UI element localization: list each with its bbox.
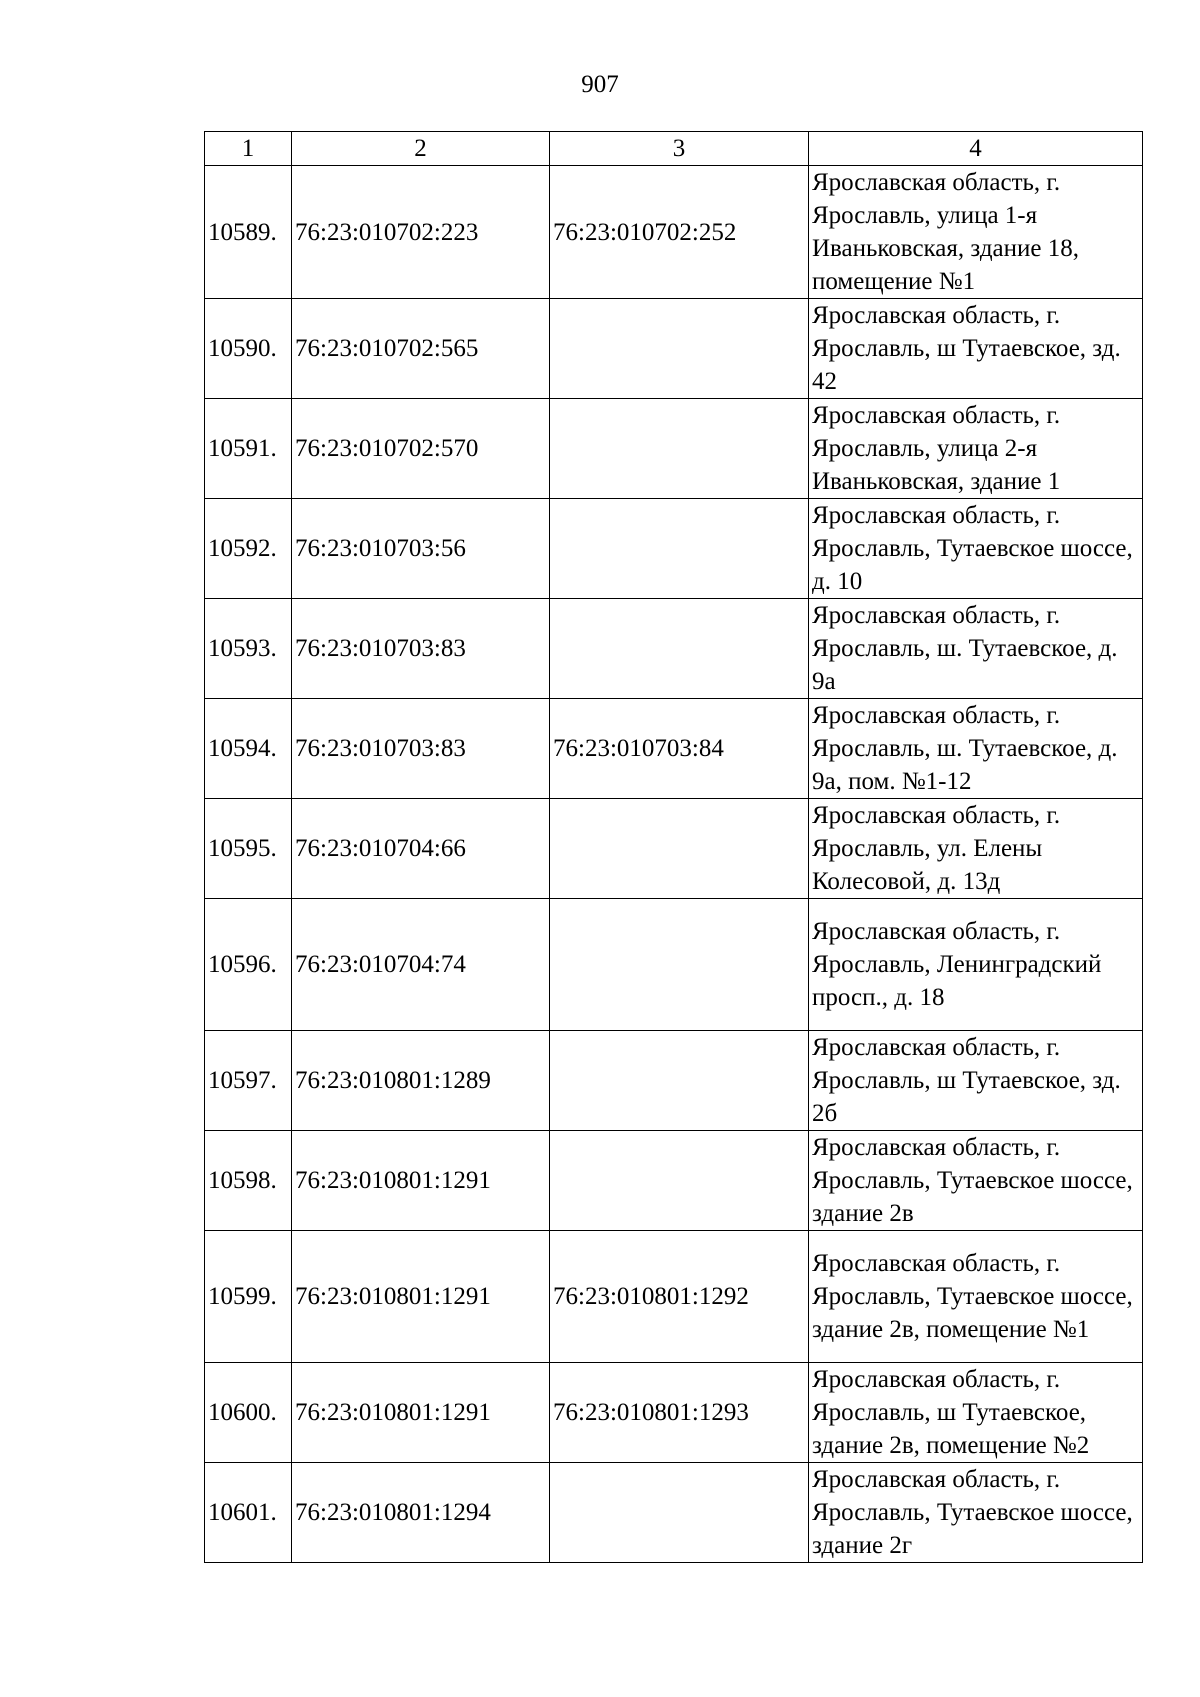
registry-table-body (205, 132, 1143, 1563)
table-row (205, 899, 1143, 1031)
registry-table (204, 131, 1143, 1563)
row-number-cell: 10600. (205, 1363, 292, 1463)
premises-number-cell (550, 799, 809, 899)
row-number-cell: 10595. (205, 799, 292, 899)
table-row (205, 1231, 1143, 1363)
page-number: 907 (581, 71, 619, 98)
row-number-cell: 10591. (205, 399, 292, 499)
row-number-cell: 10601. (205, 1463, 292, 1563)
premises-number-cell: 76:23:010801:1293 (550, 1363, 809, 1463)
cadastral-number-cell: 76:23:010801:1291 (292, 1131, 550, 1231)
table-row (205, 166, 1143, 299)
row-number-cell: 10597. (205, 1031, 292, 1131)
table-row (205, 799, 1143, 899)
premises-number-cell: 76:23:010801:1292 (550, 1231, 809, 1363)
row-number-cell: 10596. (205, 899, 292, 1031)
address-cell: Ярославская область, г. Ярославль, Тутаевское шоссе, здание 2г (809, 1463, 1143, 1563)
premises-number-cell (550, 1463, 809, 1563)
address-cell: Ярославская область, г. Ярославль, улица 2-я Иваньковская, здание 1 (809, 399, 1143, 499)
address-cell: Ярославская область, г. Ярославль, Ленинградский просп., д. 18 (809, 899, 1143, 1031)
address-cell: Ярославская область, г. Ярославль, ул. Елены Колесовой, д. 13д (809, 799, 1143, 899)
address-cell: Ярославская область, г. Ярославль, ш. Тутаевское, д. 9а, пом. №1-12 (809, 699, 1143, 799)
column-header-4: 4 (809, 132, 1143, 166)
table-row (205, 599, 1143, 699)
cadastral-number-cell: 76:23:010703:83 (292, 599, 550, 699)
premises-number-cell: 76:23:010703:84 (550, 699, 809, 799)
cadastral-number-cell: 76:23:010702:570 (292, 399, 550, 499)
cadastral-number-cell: 76:23:010801:1291 (292, 1363, 550, 1463)
cadastral-number-cell: 76:23:010703:83 (292, 699, 550, 799)
row-number-cell: 10593. (205, 599, 292, 699)
premises-number-cell (550, 299, 809, 399)
row-number-cell: 10589. (205, 166, 292, 299)
address-cell: Ярославская область, г. Ярославль, улица 1-я Иваньковская, здание 18, помещение №1 (809, 166, 1143, 299)
header-row (205, 132, 1143, 166)
cadastral-number-cell: 76:23:010801:1294 (292, 1463, 550, 1563)
table-row (205, 299, 1143, 399)
table-row (205, 1363, 1143, 1463)
premises-number-cell (550, 499, 809, 599)
row-number-cell: 10594. (205, 699, 292, 799)
address-cell: Ярославская область, г. Ярославль, ш Тутаевское, зд. 42 (809, 299, 1143, 399)
address-cell: Ярославская область, г. Ярославль, Тутаевское шоссе, здание 2в (809, 1131, 1143, 1231)
row-number-cell: 10599. (205, 1231, 292, 1363)
address-cell: Ярославская область, г. Ярославль, Тутаевское шоссе, здание 2в, помещение №1 (809, 1231, 1143, 1363)
address-cell: Ярославская область, г. Ярославль, ш Тутаевское, здание 2в, помещение №2 (809, 1363, 1143, 1463)
table-row (205, 1031, 1143, 1131)
column-header-3: 3 (550, 132, 809, 166)
cadastral-number-cell: 76:23:010702:223 (292, 166, 550, 299)
cadastral-number-cell: 76:23:010702:565 (292, 299, 550, 399)
row-number-cell: 10598. (205, 1131, 292, 1231)
premises-number-cell (550, 1131, 809, 1231)
premises-number-cell (550, 1031, 809, 1131)
row-number-cell: 10592. (205, 499, 292, 599)
cadastral-number-cell: 76:23:010704:74 (292, 899, 550, 1031)
cadastral-number-cell: 76:23:010703:56 (292, 499, 550, 599)
table-row (205, 699, 1143, 799)
address-cell: Ярославская область, г. Ярославль, ш Тутаевское, зд. 2б (809, 1031, 1143, 1131)
table-row (205, 399, 1143, 499)
row-number-cell: 10590. (205, 299, 292, 399)
cadastral-number-cell: 76:23:010704:66 (292, 799, 550, 899)
premises-number-cell (550, 899, 809, 1031)
table-row (205, 1131, 1143, 1231)
column-header-2: 2 (292, 132, 550, 166)
address-cell: Ярославская область, г. Ярославль, Тутаевское шоссе, д. 10 (809, 499, 1143, 599)
table-row (205, 1463, 1143, 1563)
cadastral-number-cell: 76:23:010801:1289 (292, 1031, 550, 1131)
premises-number-cell (550, 599, 809, 699)
cadastral-number-cell: 76:23:010801:1291 (292, 1231, 550, 1363)
column-header-1: 1 (205, 132, 292, 166)
address-cell: Ярославская область, г. Ярославль, ш. Тутаевское, д. 9а (809, 599, 1143, 699)
premises-number-cell: 76:23:010702:252 (550, 166, 809, 299)
premises-number-cell (550, 399, 809, 499)
table-row (205, 499, 1143, 599)
